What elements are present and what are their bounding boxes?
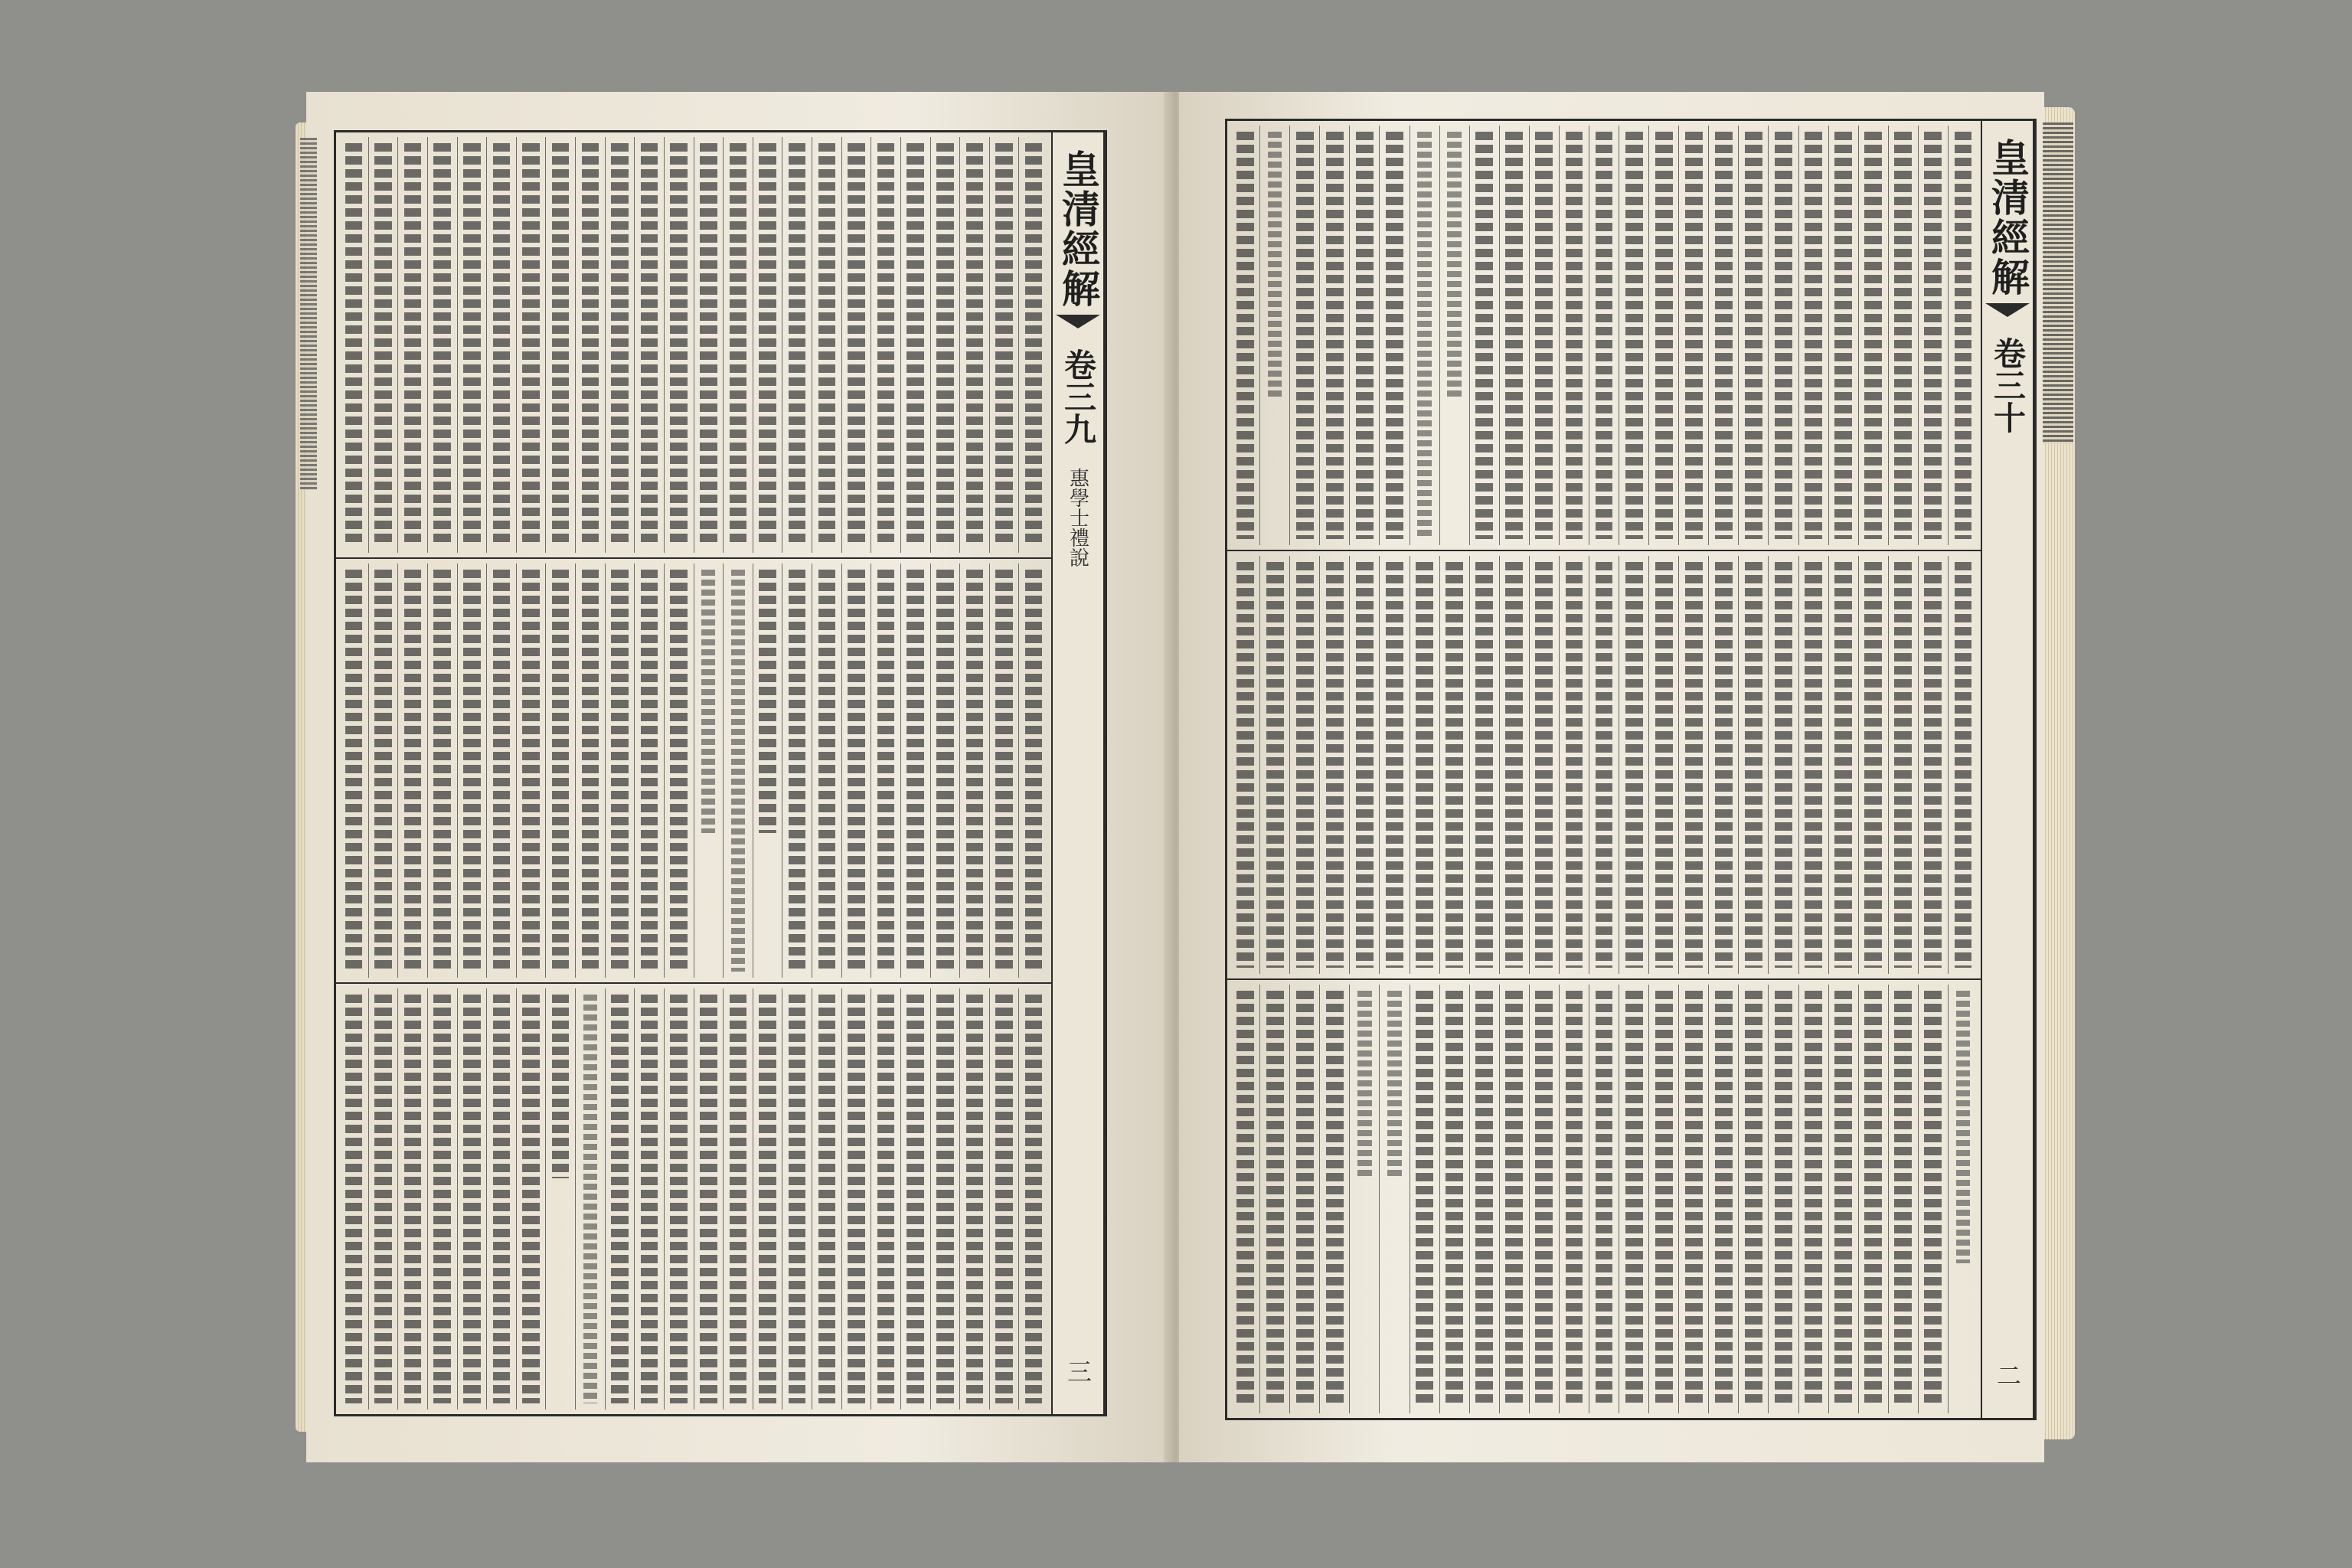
text-column — [1349, 126, 1379, 545]
text-column — [1469, 556, 1499, 974]
text-column — [545, 988, 575, 1410]
text-column — [1858, 126, 1888, 545]
text-band-bottom — [1227, 978, 1981, 1418]
text-column — [959, 137, 989, 553]
text-column — [457, 137, 487, 553]
text-column — [1259, 126, 1289, 545]
text-column — [634, 137, 664, 553]
text-column — [900, 988, 930, 1410]
right-volume: 卷三十 — [1989, 337, 2027, 433]
text-column — [1230, 985, 1259, 1413]
text-column — [339, 564, 368, 978]
text-column — [1708, 556, 1738, 974]
text-column — [397, 564, 427, 978]
text-column — [930, 988, 960, 1410]
text-column — [959, 564, 989, 978]
text-column — [368, 564, 398, 978]
text-column — [1589, 985, 1619, 1413]
text-column — [723, 137, 753, 553]
text-column — [575, 988, 605, 1410]
text-column — [575, 137, 605, 553]
text-column — [516, 137, 546, 553]
text-column — [1259, 985, 1289, 1413]
text-column — [1259, 556, 1289, 974]
text-column — [664, 988, 694, 1410]
text-column — [1469, 985, 1499, 1413]
text-column — [1319, 985, 1349, 1413]
text-band-bottom — [336, 982, 1051, 1414]
text-column — [1018, 137, 1048, 553]
text-column — [427, 988, 457, 1410]
right-page-number: 二 — [1993, 1363, 2022, 1387]
text-column — [1289, 126, 1319, 545]
text-column — [545, 564, 575, 978]
text-column — [1529, 556, 1559, 974]
text-column — [723, 988, 753, 1410]
text-column — [1379, 985, 1409, 1413]
text-column — [427, 137, 457, 553]
text-column — [1918, 126, 1948, 545]
text-column — [486, 137, 516, 553]
fishtail-mark — [1985, 303, 2030, 317]
text-column — [1559, 985, 1589, 1413]
text-band-top — [336, 132, 1051, 557]
text-column — [1018, 564, 1048, 978]
open-book — [306, 92, 2044, 1462]
right-running-title: 皇清經解 — [1985, 138, 2030, 297]
text-column — [1469, 126, 1499, 545]
text-column — [812, 988, 841, 1410]
text-column — [1768, 556, 1798, 974]
text-column — [1439, 556, 1469, 974]
text-column — [841, 137, 871, 553]
text-column — [900, 137, 930, 553]
text-column — [1230, 556, 1259, 974]
text-column — [1888, 126, 1918, 545]
text-band-top — [1227, 121, 1981, 550]
text-column — [1828, 126, 1858, 545]
left-running-title: 皇清經解 — [1056, 149, 1101, 309]
text-column — [1230, 126, 1259, 545]
text-column — [1648, 985, 1678, 1413]
text-column — [664, 137, 694, 553]
text-column — [339, 137, 368, 553]
text-column — [1888, 556, 1918, 974]
text-column — [1499, 556, 1529, 974]
text-column — [1948, 126, 1978, 545]
text-column — [339, 988, 368, 1410]
text-column — [1559, 556, 1589, 974]
text-column — [989, 137, 1019, 553]
text-column — [634, 988, 664, 1410]
text-column — [427, 564, 457, 978]
text-column — [959, 988, 989, 1410]
fishtail-mark — [1056, 315, 1100, 328]
text-column — [782, 137, 812, 553]
text-column — [1828, 556, 1858, 974]
text-column — [397, 988, 427, 1410]
text-column — [368, 988, 398, 1410]
text-column — [1589, 556, 1619, 974]
text-column — [1319, 126, 1349, 545]
text-column — [1858, 985, 1888, 1413]
text-column — [900, 564, 930, 978]
text-column — [397, 137, 427, 553]
text-column — [1888, 985, 1918, 1413]
text-column — [694, 137, 724, 553]
text-column — [1708, 126, 1738, 545]
text-column — [634, 564, 664, 978]
right-page — [1179, 92, 2044, 1462]
text-column — [930, 564, 960, 978]
text-column — [1410, 126, 1439, 545]
text-column — [723, 564, 753, 978]
text-column — [1738, 985, 1768, 1413]
text-column — [782, 564, 812, 978]
left-print-frame — [334, 130, 1107, 1416]
text-band-middle — [336, 557, 1051, 982]
text-column — [1289, 985, 1319, 1413]
text-column — [516, 988, 546, 1410]
left-fore-edge — [300, 138, 317, 490]
text-column — [1619, 126, 1648, 545]
left-volume: 卷三九 — [1060, 348, 1097, 445]
text-column — [545, 137, 575, 553]
text-column — [1948, 556, 1978, 974]
text-column — [1948, 985, 1978, 1413]
text-column — [457, 564, 487, 978]
text-column — [753, 137, 782, 553]
text-column — [1768, 985, 1798, 1413]
text-column — [930, 137, 960, 553]
text-column — [1529, 985, 1559, 1413]
text-column — [1918, 985, 1948, 1413]
text-column — [1410, 985, 1439, 1413]
text-column — [516, 564, 546, 978]
text-column — [871, 988, 900, 1410]
text-column — [1349, 985, 1379, 1413]
text-column — [457, 988, 487, 1410]
left-page — [306, 92, 1171, 1462]
text-column — [753, 564, 782, 978]
text-column — [1918, 556, 1948, 974]
text-column — [1349, 556, 1379, 974]
text-band-middle — [1227, 550, 1981, 978]
text-column — [1828, 985, 1858, 1413]
text-column — [1678, 556, 1708, 974]
text-column — [1410, 556, 1439, 974]
right-print-frame — [1225, 119, 2037, 1420]
right-center-strip — [1981, 121, 2034, 1418]
text-column — [1499, 985, 1529, 1413]
right-fore-edge — [2043, 122, 2073, 444]
text-column — [486, 564, 516, 978]
text-column — [694, 988, 724, 1410]
text-column — [1619, 985, 1648, 1413]
text-column — [753, 988, 782, 1410]
text-column — [1529, 126, 1559, 545]
text-column — [605, 564, 635, 978]
text-column — [782, 988, 812, 1410]
text-column — [989, 988, 1019, 1410]
text-column — [1018, 988, 1048, 1410]
text-column — [1648, 126, 1678, 545]
text-column — [1619, 556, 1648, 974]
text-column — [1319, 556, 1349, 974]
text-column — [1439, 985, 1469, 1413]
left-center-strip — [1051, 132, 1105, 1414]
left-subtitle: 惠學士禮說 — [1066, 468, 1089, 567]
text-column — [1379, 556, 1409, 974]
text-column — [1738, 556, 1768, 974]
text-column — [1678, 985, 1708, 1413]
text-column — [1858, 556, 1888, 974]
text-column — [1439, 126, 1469, 545]
text-column — [1798, 985, 1828, 1413]
text-column — [1738, 126, 1768, 545]
text-column — [1559, 126, 1589, 545]
left-page-number: 三 — [1063, 1359, 1093, 1383]
text-column — [1379, 126, 1409, 545]
text-column — [812, 137, 841, 553]
text-column — [368, 137, 398, 553]
text-column — [841, 988, 871, 1410]
text-column — [1289, 556, 1319, 974]
text-column — [1798, 126, 1828, 545]
text-column — [605, 137, 635, 553]
text-column — [486, 988, 516, 1410]
text-column — [605, 988, 635, 1410]
text-column — [989, 564, 1019, 978]
text-column — [841, 564, 871, 978]
text-column — [812, 564, 841, 978]
text-column — [1589, 126, 1619, 545]
text-column — [1708, 985, 1738, 1413]
text-column — [871, 564, 900, 978]
text-column — [694, 564, 724, 978]
text-column — [1499, 126, 1529, 545]
text-column — [1798, 556, 1828, 974]
text-column — [575, 564, 605, 978]
text-column — [664, 564, 694, 978]
text-column — [1678, 126, 1708, 545]
text-column — [871, 137, 900, 553]
text-column — [1648, 556, 1678, 974]
text-column — [1768, 126, 1798, 545]
